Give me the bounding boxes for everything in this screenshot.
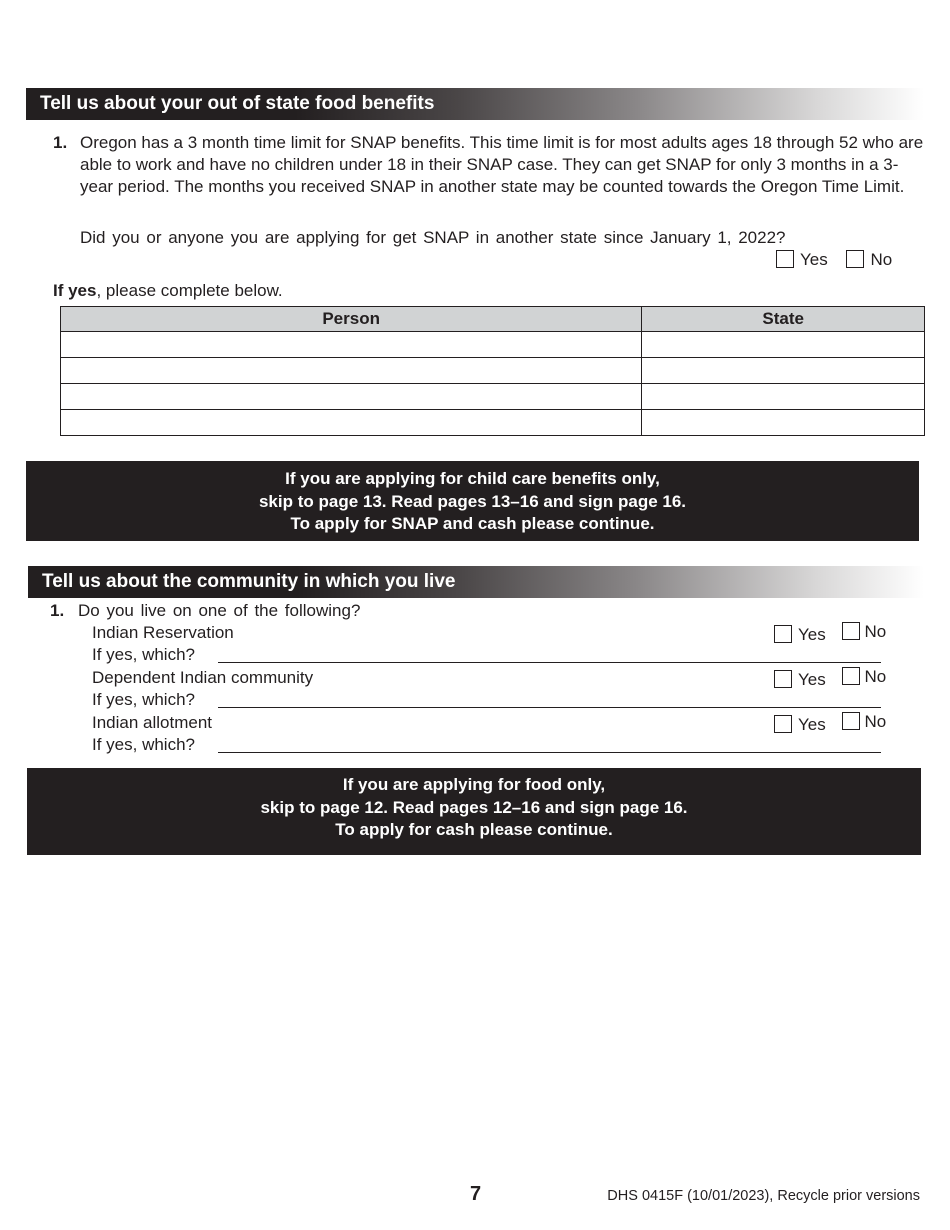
food-only-notice xyxy=(27,768,921,855)
form-identifier: DHS 0415F (10/01/2023), Recycle prior versions xyxy=(607,1188,920,1204)
reservation-no-option[interactable] xyxy=(842,621,886,643)
yes-label: Yes xyxy=(798,670,826,689)
community-no-option[interactable] xyxy=(842,666,886,688)
indian-reservation-yes-no xyxy=(774,621,886,646)
community-question-number: 1. xyxy=(50,601,65,620)
section-header-community: Tell us about the community in which you live xyxy=(28,566,924,598)
snap-yes-option[interactable] xyxy=(776,249,828,271)
person-cell[interactable] xyxy=(61,410,642,436)
indian-allotment-label: Indian allotment xyxy=(92,713,213,732)
reservation-no-checkbox[interactable] xyxy=(842,622,860,640)
allotment-yes-checkbox[interactable] xyxy=(774,715,792,733)
no-label: No xyxy=(870,250,893,269)
notice-line: skip to page 13. Read pages 13–16 and sign page 16. xyxy=(258,491,687,511)
if-yes-instruction xyxy=(53,280,283,302)
child-care-notice xyxy=(26,461,919,541)
reservation-yes-checkbox[interactable] xyxy=(774,625,792,643)
snap-no-option[interactable] xyxy=(846,249,892,271)
state-cell[interactable] xyxy=(642,384,925,410)
no-label: No xyxy=(864,667,887,686)
section-header-out-of-state: Tell us about your out of state food benefits xyxy=(26,88,924,120)
dependent-indian-community-label: Dependent Indian community xyxy=(92,668,314,687)
allotment-which-field[interactable] xyxy=(218,752,881,753)
snap-no-checkbox[interactable] xyxy=(846,250,864,268)
community-if-yes-label: If yes, which? xyxy=(92,690,195,709)
reservation-which-field[interactable] xyxy=(218,662,881,663)
community-yes-option[interactable] xyxy=(774,669,826,691)
notice-line: To apply for cash please continue. xyxy=(335,820,613,839)
state-cell[interactable] xyxy=(642,410,925,436)
page-number: 7 xyxy=(470,1183,482,1205)
indian-allotment-yes-no xyxy=(774,711,886,736)
table-row xyxy=(61,358,925,384)
person-cell[interactable] xyxy=(61,384,642,410)
person-cell[interactable] xyxy=(61,332,642,358)
column-header-state: State xyxy=(642,307,925,332)
allotment-yes-option[interactable] xyxy=(774,714,826,736)
column-header-person: Person xyxy=(61,307,642,332)
if-yes-rest: , please complete below. xyxy=(96,281,283,300)
community-question-text: Do you live on one of the following? xyxy=(78,601,361,620)
table-row xyxy=(61,384,925,410)
state-cell[interactable] xyxy=(642,332,925,358)
person-cell[interactable] xyxy=(61,358,642,384)
yes-label: Yes xyxy=(798,625,826,644)
notice-line: If you are applying for food only, xyxy=(342,775,606,794)
yes-label: Yes xyxy=(800,250,828,269)
no-label: No xyxy=(864,622,887,641)
if-yes-bold: If yes xyxy=(53,281,97,300)
question-1-prompt: Did you or anyone you are applying for get SNAP in another state since January 1, 2022? xyxy=(80,228,786,247)
community-no-checkbox[interactable] xyxy=(842,667,860,685)
table-row xyxy=(61,332,925,358)
notice-line: skip to page 12. Read pages 12–16 and sign page 16. xyxy=(260,797,688,817)
reservation-if-yes-label: If yes, which? xyxy=(92,645,195,664)
allotment-no-option[interactable] xyxy=(842,711,886,733)
community-yes-checkbox[interactable] xyxy=(774,670,792,688)
yes-label: Yes xyxy=(798,715,826,734)
community-which-field[interactable] xyxy=(218,707,881,708)
indian-reservation-label: Indian Reservation xyxy=(92,623,234,642)
state-cell[interactable] xyxy=(642,358,925,384)
allotment-if-yes-label: If yes, which? xyxy=(92,735,195,754)
person-state-table xyxy=(60,306,925,436)
reservation-yes-option[interactable] xyxy=(774,624,826,646)
notice-line: To apply for SNAP and cash please continue. xyxy=(290,514,655,533)
table-row xyxy=(61,410,925,436)
question-1-number: 1. xyxy=(53,133,68,152)
no-label: No xyxy=(864,712,887,731)
allotment-no-checkbox[interactable] xyxy=(842,712,860,730)
snap-other-state-yes-no xyxy=(776,249,892,271)
question-1-text: Oregon has a 3 month time limit for SNAP benefits. This time limit is for most adults ages 18 through 52 who are able to work and have no children under 18 in their SNAP case. They can get SNAP for only 3 months in a 3-year period. The months you received SNAP in another state may be counted towards the Oregon Time Limit. xyxy=(80,133,924,196)
notice-line: If you are applying for child care benefits only, xyxy=(285,469,660,488)
dependent-community-yes-no xyxy=(774,666,886,691)
snap-yes-checkbox[interactable] xyxy=(776,250,794,268)
